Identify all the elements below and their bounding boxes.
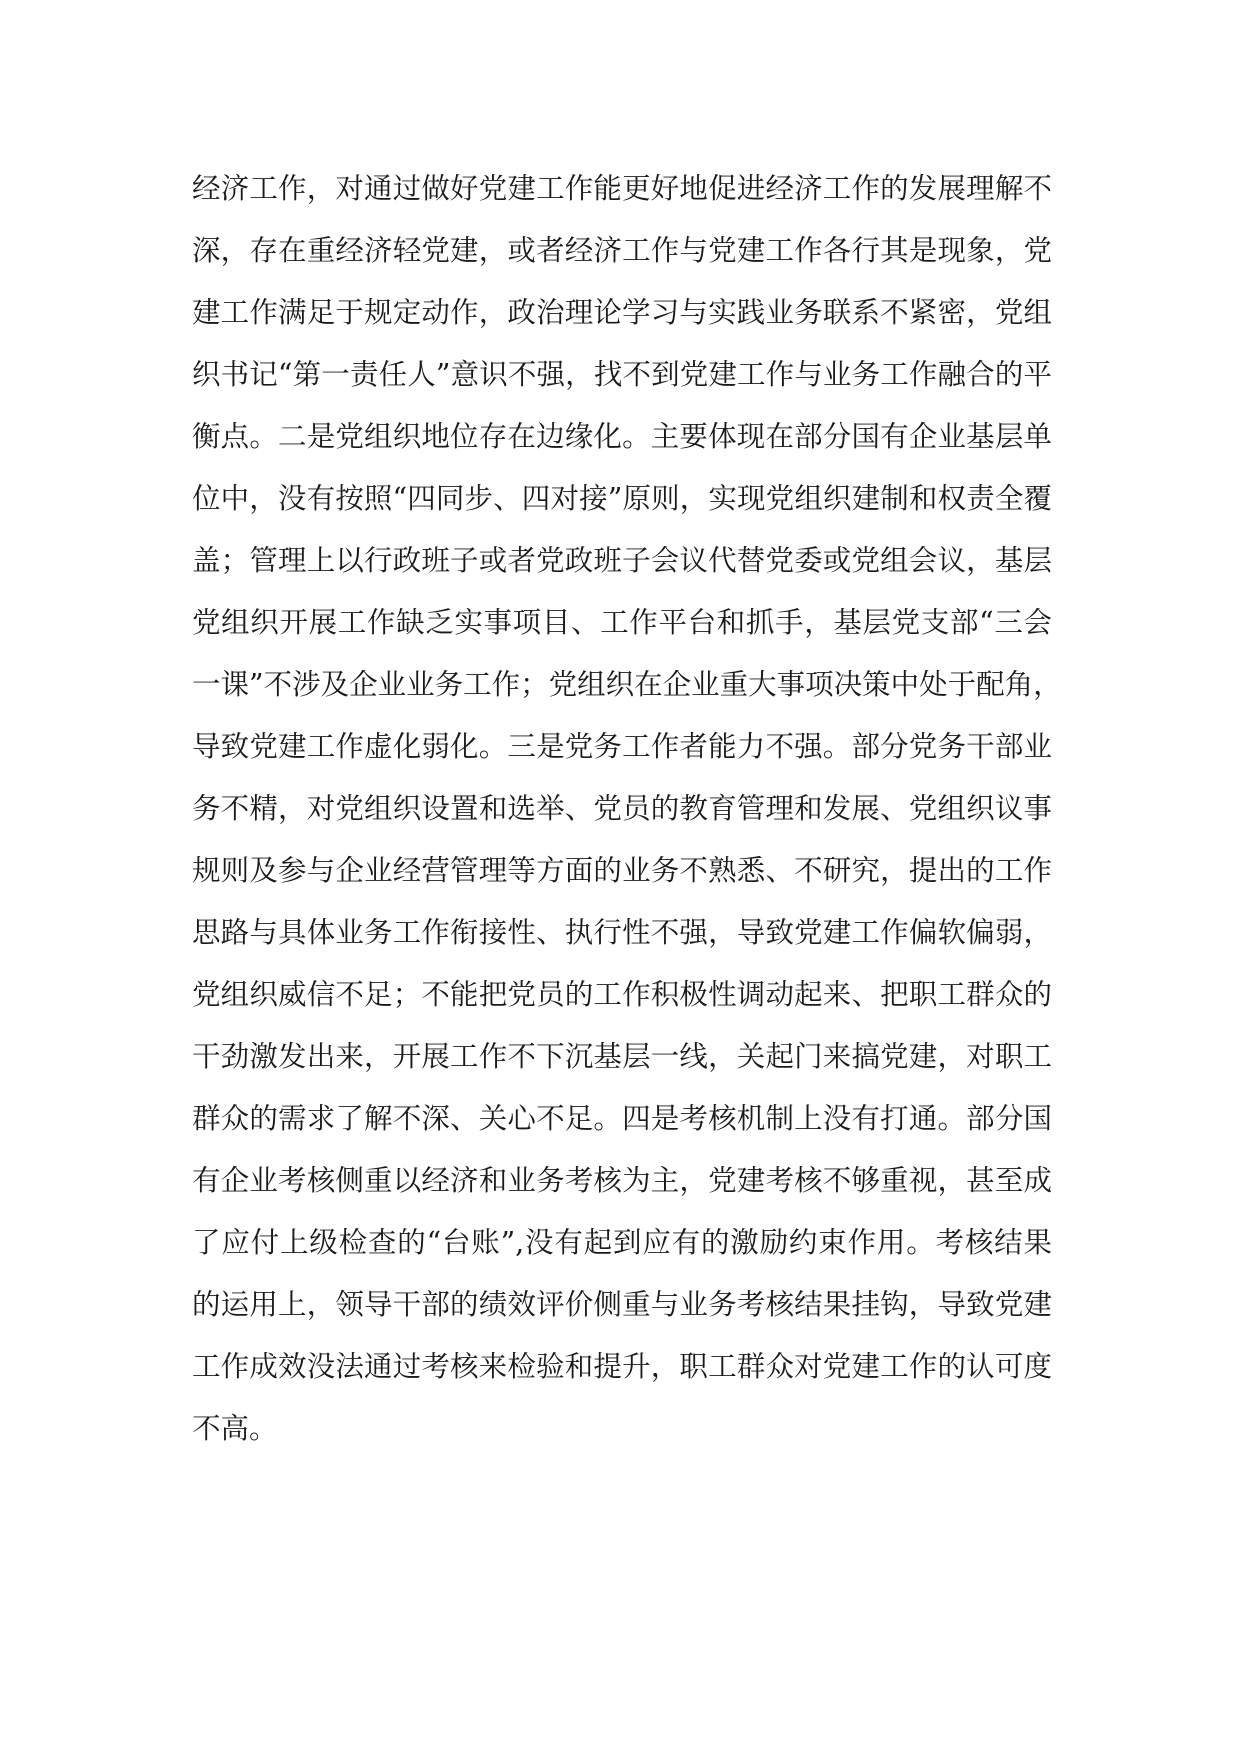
text-line: 了应付上级检查的“台账”,没有起到应有的激励约束作用。考核结果 <box>192 1226 1052 1259</box>
body-paragraph <box>192 158 1062 1460</box>
text-line: 群众的需求了解不深、关心不足。四是考核机制上没有打通。部分国 <box>192 1102 1052 1135</box>
text-line: 织书记“第一责任人”意识不强，找不到党建工作与业务工作融合的平 <box>192 358 1052 391</box>
text-line: 位中，没有按照“四同步、四对接”原则，实现党组织建制和权责全覆 <box>192 482 1052 515</box>
text-line: 党组织威信不足；不能把党员的工作积极性调动起来、把职工群众的 <box>192 978 1052 1011</box>
text-line: 的运用上，领导干部的绩效评价侧重与业务考核结果挂钩，导致党建 <box>192 1288 1052 1321</box>
text-line: 一课”不涉及企业业务工作；党组织在企业重大事项决策中处于配角， <box>192 668 1062 701</box>
text-line: 工作成效没法通过考核来检验和提升，职工群众对党建工作的认可度 <box>192 1350 1052 1383</box>
text-line: 干劲激发出来，开展工作不下沉基层一线，关起门来搞党建，对职工 <box>192 1040 1052 1073</box>
text-line: 经济工作，对通过做好党建工作能更好地促进经济工作的发展理解不 <box>192 172 1052 205</box>
text-line: 思路与具体业务工作衔接性、执行性不强，导致党建工作偏软偏弱， <box>192 916 1052 949</box>
text-line: 衡点。二是党组织地位存在边缘化。主要体现在部分国有企业基层单 <box>192 420 1052 453</box>
text-line: 有企业考核侧重以经济和业务考核为主，党建考核不够重视，甚至成 <box>192 1164 1052 1197</box>
text-line: 党组织开展工作缺乏实事项目、工作平台和抓手，基层党支部“三会 <box>192 606 1052 639</box>
text-line: 规则及参与企业经营管理等方面的业务不熟悉、不研究，提出的工作 <box>192 854 1052 887</box>
text-line: 建工作满足于规定动作，政治理论学习与实践业务联系不紧密，党组 <box>192 296 1052 329</box>
text-line: 导致党建工作虚化弱化。三是党务工作者能力不强。部分党务干部业 <box>192 730 1052 763</box>
text-line: 深，存在重经济轻党建，或者经济工作与党建工作各行其是现象，党 <box>192 234 1052 267</box>
text-line: 不高。 <box>192 1412 278 1445</box>
text-line: 盖；管理上以行政班子或者党政班子会议代替党委或党组会议，基层 <box>192 544 1052 577</box>
text-line: 务不精，对党组织设置和选举、党员的教育管理和发展、党组织议事 <box>192 792 1052 825</box>
